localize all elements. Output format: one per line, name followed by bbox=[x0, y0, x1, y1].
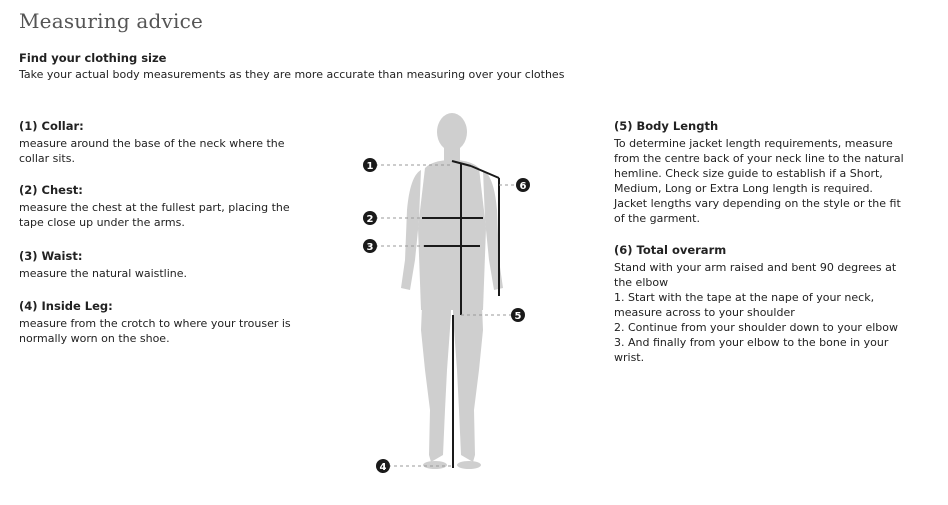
body-length-section bbox=[614, 119, 914, 243]
waist-heading: (3) Waist: bbox=[19, 249, 83, 263]
marker-1 bbox=[363, 158, 377, 172]
marker-3 bbox=[363, 239, 377, 253]
overarm-section bbox=[614, 243, 914, 365]
marker-2 bbox=[363, 211, 377, 225]
marker-1-label: 1 bbox=[366, 161, 374, 172]
waist-text: measure the natural waistline. bbox=[19, 267, 188, 280]
right-column bbox=[614, 119, 914, 365]
collar-heading: (1) Collar: bbox=[19, 119, 84, 133]
chest-section bbox=[19, 183, 319, 249]
waist-section bbox=[19, 249, 319, 299]
overarm-heading: (6) Total overarm bbox=[614, 243, 727, 257]
marker-3-label: 3 bbox=[366, 242, 374, 253]
chest-text: measure the chest at the fullest part, placing the tape close up under the arms. bbox=[19, 201, 290, 229]
inside-leg-heading: (4) Inside Leg: bbox=[19, 299, 113, 313]
marker-4 bbox=[376, 459, 390, 473]
left-column bbox=[19, 119, 319, 346]
inside-leg-text: measure from the crotch to where your trouser is normally worn on the shoe. bbox=[19, 317, 291, 345]
marker-6-label: 6 bbox=[519, 181, 527, 192]
collar-section bbox=[19, 119, 319, 183]
marker-5 bbox=[511, 308, 525, 322]
overarm-step-3: 3. And finally from your elbow to the bone in your wrist. bbox=[614, 336, 889, 364]
inside-leg-section bbox=[19, 299, 319, 346]
page-title: Measuring advice bbox=[19, 9, 204, 33]
marker-4-label: 4 bbox=[379, 462, 387, 473]
overarm-intro: Stand with your arm raised and bent 90 degrees at the elbow bbox=[614, 261, 897, 289]
overarm-step-1: 1. Start with the tape at the nape of your neck, measure across to your shoulder bbox=[614, 291, 875, 319]
marker-2-label: 2 bbox=[366, 214, 374, 225]
body-length-heading: (5) Body Length bbox=[614, 119, 719, 133]
collar-text: measure around the base of the neck where the collar sits. bbox=[19, 137, 285, 165]
overarm-step-2: 2. Continue from your shoulder down to your elbow bbox=[614, 321, 898, 334]
overarm-text bbox=[614, 260, 909, 365]
intro-heading: Find your clothing size bbox=[19, 51, 167, 65]
marker-5-label: 5 bbox=[514, 311, 522, 322]
body-figure bbox=[355, 110, 530, 480]
body-length-text: To determine jacket length requirements, measure from the centre back of your neck line to the natural hemline. Check size guide to establish if a Short, Medium, Long or Extra Long length is required. Jacket lengths vary depending on the style or the fit of the garment. bbox=[614, 137, 904, 225]
chest-heading: (2) Chest: bbox=[19, 183, 83, 197]
marker-6 bbox=[516, 178, 530, 192]
intro-text: Take your actual body measurements as they are more accurate than measuring over your clothes bbox=[19, 68, 565, 81]
